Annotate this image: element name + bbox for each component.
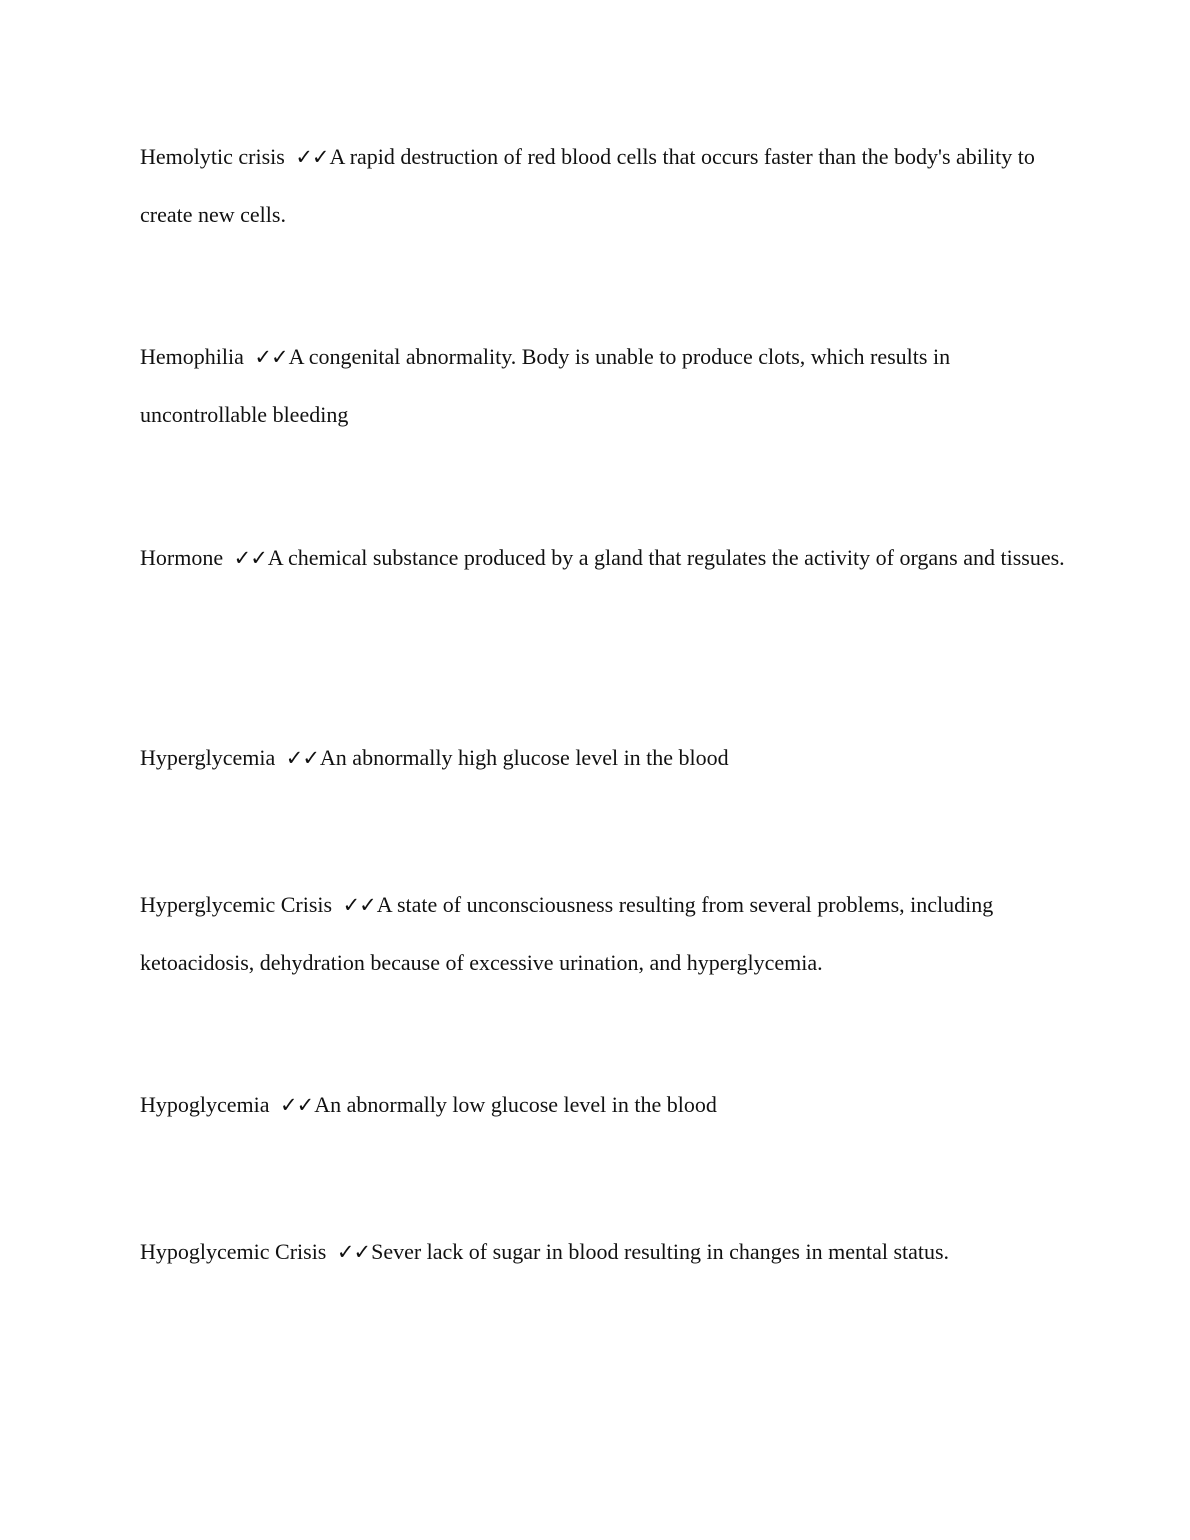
entry-definition: A chemical substance produced by a gland that regulates the activity of organs and tissues. <box>267 545 1065 570</box>
entry-definition: An abnormally low glucose level in the blood <box>314 1092 717 1117</box>
glossary-entry <box>140 529 1070 587</box>
entry-term: Hypoglycemia <box>140 1092 270 1117</box>
glossary-entry <box>140 1076 1070 1134</box>
entry-term: Hemophilia <box>140 344 244 369</box>
entry-term: Hypoglycemic Crisis <box>140 1239 327 1264</box>
double-check-icon: ✓✓ <box>295 145 329 169</box>
double-check-icon: ✓✓ <box>280 1093 314 1117</box>
double-check-icon: ✓✓ <box>285 746 319 770</box>
entry-term: Hyperglycemia <box>140 745 276 770</box>
double-check-icon: ✓✓ <box>342 893 376 917</box>
entry-term: Hormone <box>140 545 224 570</box>
entry-definition: Sever lack of sugar in blood resulting in changes in mental status. <box>371 1239 950 1264</box>
entry-definition: A congenital abnormality. Body is unable to produce clots, which results in uncontrollable bleeding <box>140 344 951 427</box>
entry-definition: An abnormally high glucose level in the blood <box>319 745 729 770</box>
entry-term: Hemolytic crisis <box>140 144 285 169</box>
double-check-icon: ✓✓ <box>233 546 267 570</box>
glossary-entry <box>140 876 1070 992</box>
double-check-icon: ✓✓ <box>254 345 288 369</box>
double-check-icon: ✓✓ <box>336 1240 371 1264</box>
glossary-entry <box>140 729 1070 787</box>
entry-term: Hyperglycemic Crisis <box>140 892 333 917</box>
glossary-entry <box>140 1223 1070 1281</box>
entry-definition: A rapid destruction of red blood cells that occurs faster than the body's ability to create new cells. <box>140 144 1035 227</box>
glossary-entry <box>140 128 1070 244</box>
glossary-entry <box>140 328 1070 444</box>
entry-definition: A state of unconsciousness resulting from several problems, including ketoacidosis, dehydration because of excessive urination, and hyperglycemia. <box>140 892 994 975</box>
